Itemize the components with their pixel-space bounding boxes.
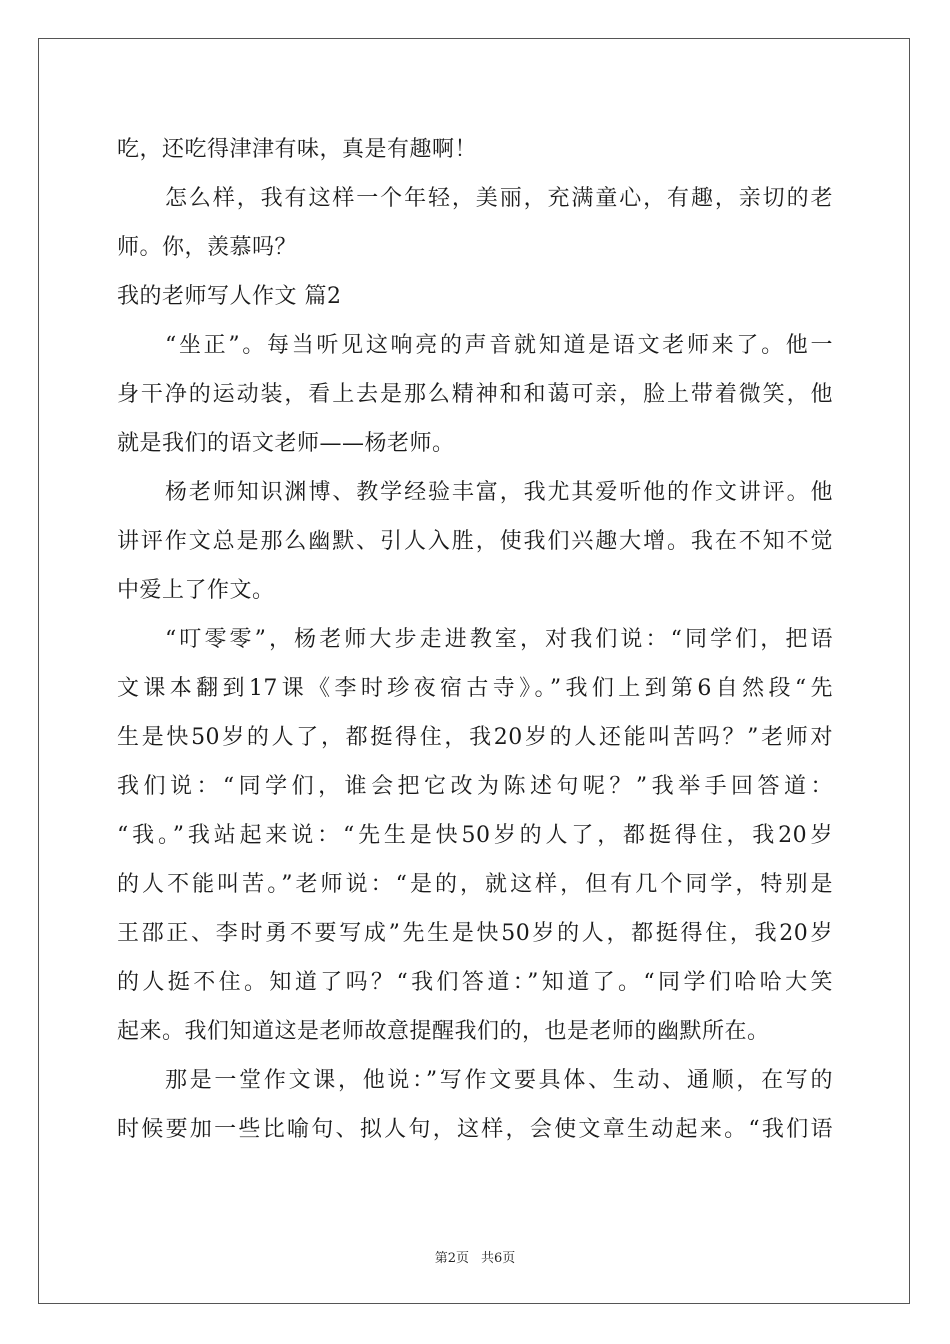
text-line: “坐正”。每当听见这响亮的声音就知道是语文老师来了。他一 [165,333,833,358]
text-line: 师。你，羡慕吗？ [117,235,298,260]
text-line: 杨老师知识渊博、教学经验丰富，我尤其爱听他的作文讲评。他 [165,480,833,505]
text-line: 王邵正、李时勇不要写成”先生是快50岁的人，都挺得住，我20岁 [117,921,833,946]
text-line: 我们说：“同学们，谁会把它改为陈述句呢？”我举手回答道： [117,774,833,799]
text-line: 吃，还吃得津津有味，真是有趣啊！ [117,137,478,162]
text-line: 中爱上了作文。 [117,578,275,603]
text-line: 怎么样，我有这样一个年轻，美丽，充满童心，有趣，亲切的老 [165,186,833,211]
page-total: 共6页 [481,1251,516,1266]
text-line: “我。”我站起来说：“先生是快50岁的人了，都挺得住，我20岁 [117,823,833,848]
page-footer [0,1247,950,1266]
text-line: 生是快50岁的人了，都挺得住，我20岁的人还能叫苦吗？”老师对 [117,725,833,750]
section-heading: 我的老师写人作文 篇2 [117,284,342,309]
text-line: 的人挺不住。知道了吗？“我们答道：”知道了。“同学们哈哈大笑 [117,970,833,995]
text-line: 就是我们的语文老师——杨老师。 [117,431,455,456]
text-line: 身干净的运动装，看上去是那么精神和和蔼可亲，脸上带着微笑，他 [117,382,833,407]
text-line: 起来。我们知道这是老师故意提醒我们的，也是老师的幽默所在。 [117,1019,770,1044]
text-line: 时候要加一些比喻句、拟人句，这样，会使文章生动起来。“我们语 [117,1117,833,1142]
document-body [117,125,833,1154]
text-line: 文课本翻到17课《李时珍夜宿古寺》。”我们上到第6自然段“先 [117,676,833,701]
text-line: 的人不能叫苦。”老师说：“是的，就这样，但有几个同学，特别是 [117,872,833,897]
page-number: 第2页 [434,1251,469,1266]
text-line: “叮零零”，杨老师大步走进教室，对我们说：“同学们，把语 [165,627,833,652]
text-line: 那是一堂作文课，他说：”写作文要具体、生动、通顺，在写的 [165,1068,833,1093]
text-line: 讲评作文总是那么幽默、引人入胜，使我们兴趣大增。我在不知不觉 [117,529,833,554]
